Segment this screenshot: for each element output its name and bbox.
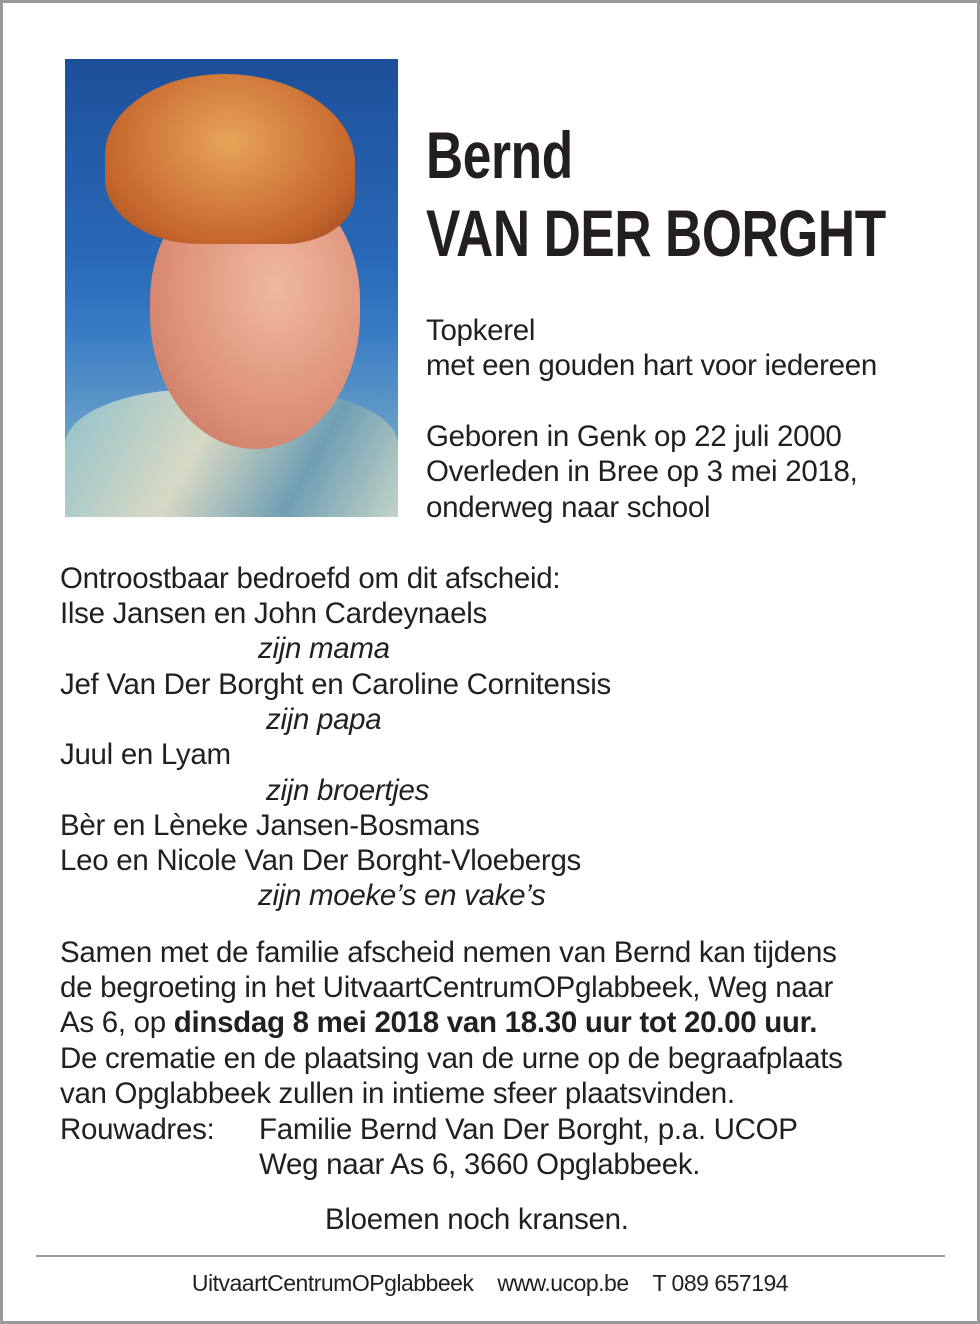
address-line: Familie Bernd Van Der Borght, p.a. UCOP	[259, 1113, 798, 1146]
divider	[36, 1255, 945, 1257]
family-names: Bèr en Lèneke Jansen-Bosmans	[60, 809, 480, 842]
death-line: Overleden in Bree op 3 mei 2018,	[426, 455, 858, 488]
footer-company: UitvaartCentrumOPglabbeek	[191, 1270, 474, 1296]
notice-line: Samen met de familie afscheid nemen van Bernd kan tijdens	[60, 936, 837, 969]
footer	[0, 1270, 980, 1297]
tagline-1: Topkerel	[426, 314, 536, 347]
family-relation: zijn moeke’s en vake’s	[258, 879, 546, 912]
family-intro: Ontroostbaar bedroefd om dit afscheid:	[60, 562, 561, 595]
family-names: Juul en Lyam	[60, 738, 231, 771]
address-label: Rouwadres:	[60, 1113, 215, 1146]
closing-note: Bloemen noch kransen.	[325, 1203, 629, 1236]
footer-website[interactable]: www.ucop.be	[497, 1270, 629, 1296]
first-name: Bernd	[426, 118, 573, 192]
footer-phone: T 089 657194	[652, 1270, 789, 1296]
notice-text: As 6, op	[60, 1006, 174, 1039]
notice-line	[60, 1005, 817, 1041]
photo-hair	[105, 74, 355, 244]
address-line: Weg naar As 6, 3660 Opglabbeek.	[259, 1148, 701, 1181]
family-relation: zijn broertjes	[266, 774, 430, 807]
tagline-2: met een gouden hart voor iedereen	[426, 349, 877, 382]
family-names: Leo en Nicole Van Der Borght-Vloebergs	[60, 844, 581, 877]
family-relation: zijn papa	[266, 703, 382, 736]
notice-line: de begroeting in het UitvaartCentrumOPglabbeek, Weg naar	[60, 971, 834, 1004]
family-relation: zijn mama	[258, 632, 390, 665]
last-name: VAN DER BORGHT	[426, 196, 886, 270]
notice-line: De crematie en de plaatsing van de urne op de begraafplaats	[60, 1042, 843, 1075]
death-circumstance: onderweg naar school	[426, 491, 711, 524]
family-names: Ilse Jansen en John Cardeynaels	[60, 597, 487, 630]
notice-line: van Opglabbeek zullen in intieme sfeer plaatsvinden.	[60, 1077, 735, 1110]
visitation-datetime: dinsdag 8 mei 2018 van 18.30 uur tot 20.00 uur.	[173, 1006, 818, 1039]
birth-line: Geboren in Genk op 22 juli 2000	[426, 420, 842, 453]
family-names: Jef Van Der Borght en Caroline Cornitensis	[60, 668, 611, 701]
portrait-photo	[65, 59, 398, 517]
